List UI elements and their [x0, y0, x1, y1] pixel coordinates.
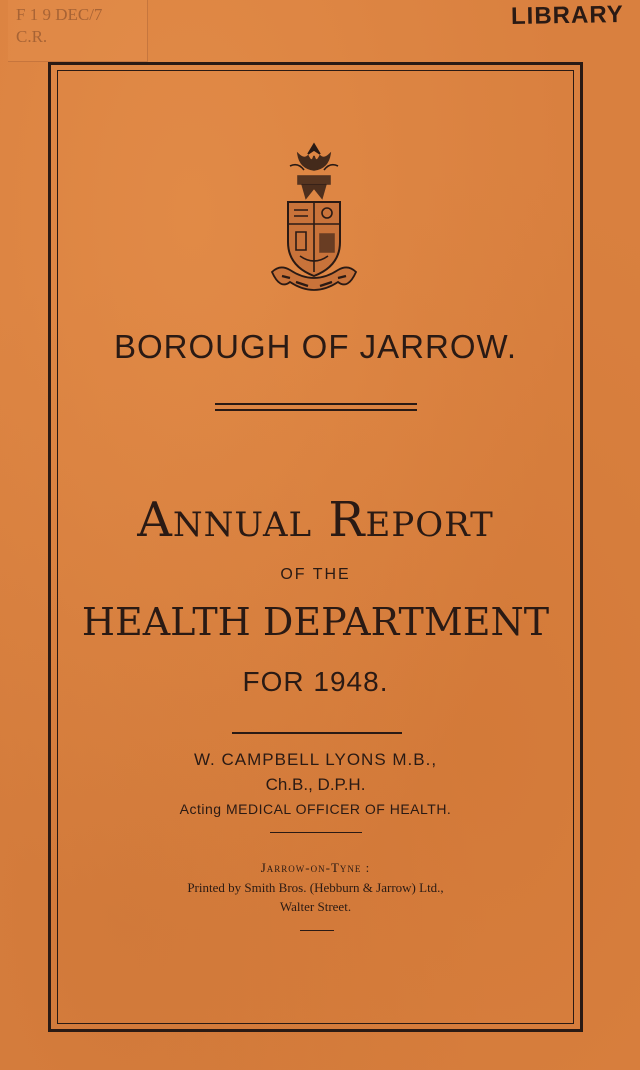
author-name: W. CAMPBELL LYONS M.B., — [193, 750, 438, 769]
corner-stamp-line-2: C.R. — [16, 27, 48, 46]
author-role: Acting MEDICAL OFFICER OF HEALTH. — [179, 801, 452, 817]
corner-stamp-line-1: F 1 9 DEC/7 — [16, 5, 103, 24]
library-stamp: LIBRARY — [510, 1, 625, 30]
imprint-street: Walter Street. — [279, 899, 352, 914]
borough-coat-of-arms-icon — [268, 140, 360, 300]
corner-stamp — [8, 0, 148, 62]
rule-upper — [215, 403, 417, 405]
imprint-place: Jarrow-on-Tyne : — [260, 860, 371, 875]
author-qualifications: Ch.B., D.P.H. — [265, 775, 366, 794]
divider-rule-3 — [300, 930, 334, 931]
double-rule — [215, 403, 417, 413]
report-year: FOR 1948. — [242, 666, 389, 697]
imprint-printer: Printed by Smith Bros. (Hebburn & Jarrow) Ltd., — [187, 880, 444, 895]
divider-rule-1 — [232, 732, 402, 734]
divider-rule-2 — [270, 832, 362, 833]
report-subtitle-of-the: OF THE — [280, 566, 351, 583]
report-title: Annual Report — [137, 492, 494, 548]
borough-heading: BOROUGH OF JARROW. — [113, 328, 517, 365]
department-title: HEALTH DEPARTMENT — [81, 600, 550, 644]
rule-lower — [215, 409, 417, 411]
